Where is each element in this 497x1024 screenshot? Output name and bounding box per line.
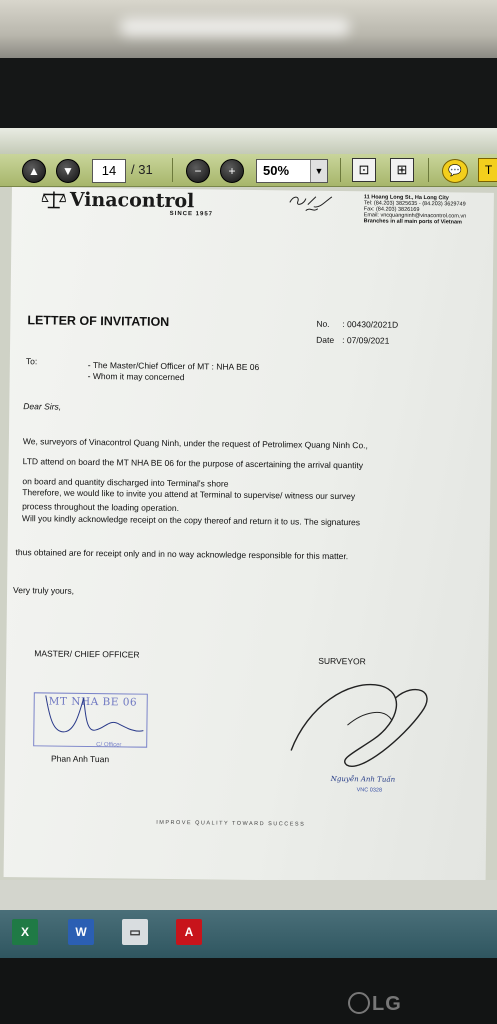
- page-gap: [0, 880, 497, 910]
- to-label: To:: [25, 356, 38, 367]
- ceiling-light: [120, 18, 350, 36]
- toolbar-divider: [340, 158, 341, 182]
- no-value: : 00430/2021D: [342, 319, 399, 330]
- taskbar: [0, 910, 497, 958]
- zoom-value: 50%: [263, 163, 290, 178]
- prev-page-icon[interactable]: ▲: [22, 159, 46, 183]
- surveyor-sign-label: SURVEYOR: [318, 655, 366, 667]
- paragraph-line: Will you kindly acknowledge receipt on the copy thereof and return it to us. The signatures: [21, 513, 361, 528]
- room-ceiling: [0, 0, 497, 58]
- handwritten-note: [286, 192, 334, 215]
- page-total: / 31: [131, 162, 153, 177]
- master-name: Phan Anh Tuan: [50, 753, 110, 765]
- paragraph-line: thus obtained are for receipt only and in no way acknowledge responsible for this matter.: [15, 547, 349, 562]
- monitor-screen: [0, 128, 497, 958]
- zoom-select[interactable]: [256, 159, 328, 183]
- document-page: [4, 187, 494, 883]
- scanner-icon[interactable]: ▭: [122, 919, 148, 945]
- toolbar-divider: [172, 158, 173, 182]
- zoom-out-icon[interactable]: −: [186, 159, 210, 183]
- company-since: SINCE 1957: [169, 210, 214, 218]
- fit-page-icon[interactable]: ⊡: [352, 158, 376, 182]
- paragraph-line: on board and quantity discharged into Terminal's shore: [22, 476, 229, 489]
- master-sign-label: MASTER/ CHIEF OFFICER: [34, 648, 140, 660]
- chevron-down-icon[interactable]: ▼: [310, 160, 327, 182]
- vinacontrol-logo-icon: [42, 190, 66, 208]
- address-line: Fax: (84.203) 3826169: [363, 206, 420, 213]
- comment-icon[interactable]: 💬: [442, 159, 468, 183]
- address-line: Email: vncquangninh@vinacontrol.com.vn: [363, 212, 467, 220]
- lg-logo: [348, 992, 402, 1016]
- word-icon[interactable]: W: [68, 919, 94, 945]
- monitor-bezel-top: [0, 58, 497, 128]
- address-line: Tel: (84.203) 3825635 - (84.203) 3629749: [363, 200, 466, 208]
- window-header: [0, 128, 497, 154]
- paragraph-line: process throughout the loading operation.: [22, 501, 180, 514]
- pdf-icon[interactable]: A: [176, 919, 202, 945]
- paragraph-line: Therefore, we would like to invite you attend at Terminal to supervise/ witness our survey: [22, 487, 356, 502]
- lg-circle-icon: [348, 992, 370, 1014]
- next-page-icon[interactable]: ▼: [56, 159, 80, 183]
- surveyor-code: VNC 0328: [356, 787, 383, 794]
- address-line: Branches in all main ports of Vietnam: [363, 218, 462, 226]
- zoom-in-icon[interactable]: +: [220, 159, 244, 183]
- paragraph-line: We, surveyors of Vinacontrol Quang Ninh, under the request of Petrolimex Quang Ninh Co.,: [22, 436, 369, 451]
- stamp-text: MT NHA BE 06: [48, 695, 138, 709]
- stamp-subtext: C/ Officer: [96, 742, 122, 749]
- address-line: 11 Hoang Long St., Ha Long City: [363, 194, 449, 202]
- master-signature: [35, 687, 146, 749]
- letter-title: LETTER OF INVITATION: [27, 313, 170, 329]
- salutation: Dear Sirs,: [23, 401, 62, 412]
- page-number-input[interactable]: 14: [92, 159, 126, 183]
- closing: Very truly yours,: [13, 585, 75, 596]
- surveyor-name: Nguyễn Anh Tuấn: [330, 774, 396, 784]
- company-logo-text: Vinacontrol: [69, 188, 195, 213]
- date-label: Date: [316, 334, 335, 345]
- to-recipient-2: - Whom it may concerned: [87, 370, 185, 383]
- no-label: No.: [316, 318, 330, 329]
- date-value: : 07/09/2021: [342, 335, 390, 346]
- fit-width-icon[interactable]: ⊞: [390, 158, 414, 182]
- footer-motto: IMPROVE QUALITY TOWARD SUCCESS: [156, 819, 306, 828]
- excel-icon[interactable]: X: [12, 919, 38, 945]
- monitor-bezel-bottom: [0, 958, 497, 1024]
- paragraph-line: LTD attend on board the MT NHA BE 06 for the purpose of ascertaining the arrival quantity: [22, 456, 364, 471]
- sign-icon[interactable]: T: [478, 158, 497, 182]
- toolbar-divider: [428, 158, 429, 182]
- to-recipient: - The Master/Chief Officer of MT : NHA BE 06: [87, 359, 260, 373]
- brand-text: LG: [372, 993, 402, 1015]
- pdf-toolbar: [0, 154, 497, 187]
- surveyor-signature: [287, 666, 438, 778]
